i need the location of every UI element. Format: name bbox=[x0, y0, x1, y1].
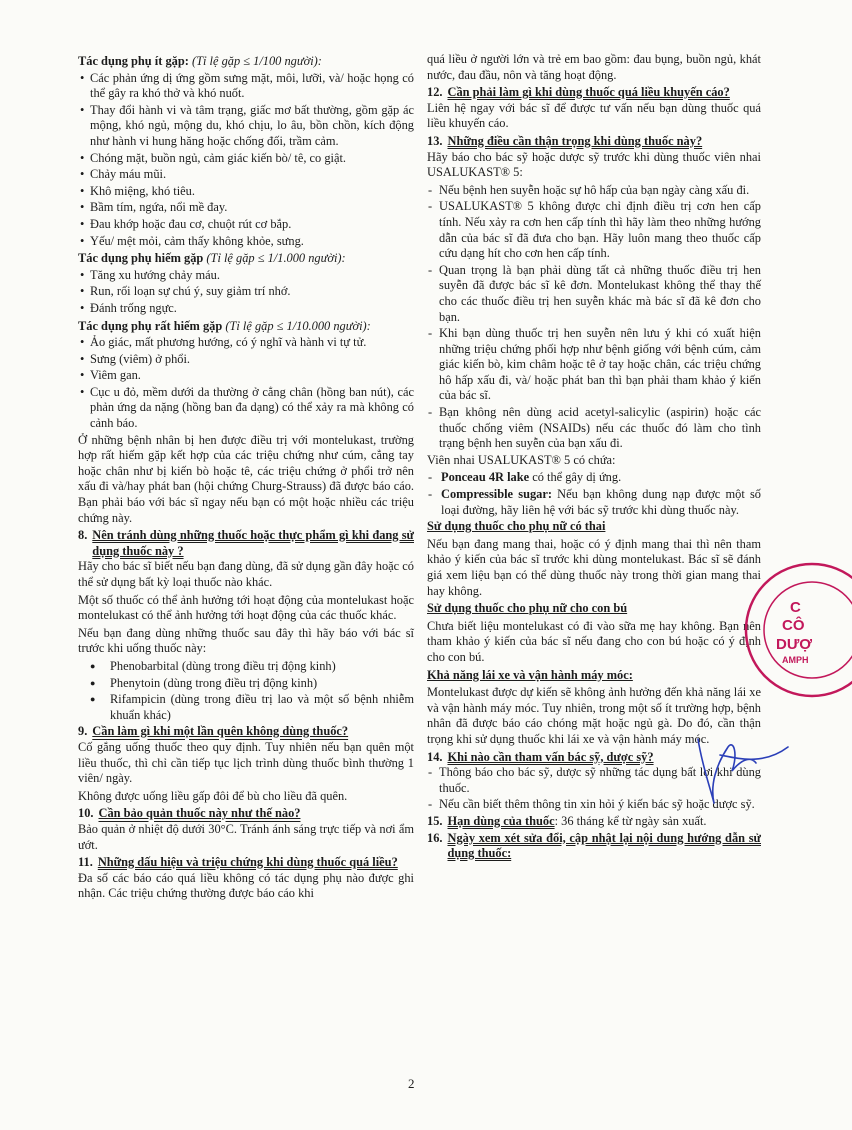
driving-heading: Khả năng lái xe và vận hành máy móc: bbox=[427, 667, 633, 682]
section-12-heading bbox=[427, 85, 761, 101]
list-item: • Thay đổi hành vi và tâm trạng, giấc mơ bất thường, gồm gặp ác mộng, khó ngủ, mộng du, khó chịu, lo âu, bồn chồn, kích động như hành vi hung hăng hoặc chống đối, trầm cảm. bbox=[78, 103, 414, 150]
list-item: - Bạn không nên dùng acid acetyl-salicylic (aspirin) hoặc các thuốc chống viêm (NSAIDs) nếu các thuốc đó làm cho tình trạng bệnh hen suyễn của bạn xấu đi. bbox=[427, 405, 761, 452]
list-item: - Thông báo cho bác sỹ, dược sỹ những tác dụng bất lợi khi dùng thuốc. bbox=[427, 765, 761, 796]
shelf-life-value: : 36 tháng kể từ ngày sản xuất. bbox=[554, 813, 707, 828]
heading-italic: (Tỉ lệ gặp ≤ 1/1.000 người): bbox=[203, 251, 346, 266]
section-number: 14. bbox=[427, 749, 443, 764]
excipient-name: Compressible sugar: bbox=[441, 487, 552, 502]
excipient-note: có thể gây dị ứng. bbox=[529, 470, 622, 485]
list-item: - Khi bạn dùng thuốc trị hen suyễn nên lưu ý khi có xuất hiện những triệu chứng phối hợp như bệnh giống với bệnh cúm, cảm giác kiến bò, kim châm hoặc tê ở tay hoặc chân, các triệu chứng hô hấp xấu đi, và/ hoặc phát ban thì bạn phải tham khảo ý kiến của bác sĩ. bbox=[427, 326, 761, 404]
stamp-text: AMPH bbox=[782, 655, 809, 665]
breastfeeding-heading: Sử dụng thuốc cho phụ nữ cho con bú bbox=[427, 601, 628, 616]
section-number: 12. bbox=[427, 85, 443, 100]
heading-bold: Tác dụng phụ rất hiếm gặp bbox=[78, 318, 223, 333]
section-title-wrap bbox=[448, 814, 707, 830]
list-item: ● Phenytoin (dùng trong điều trị động kinh) bbox=[78, 676, 414, 692]
list-item bbox=[427, 470, 761, 486]
section-title: Những dấu hiệu và triệu chứng khi dùng thuốc quá liều? bbox=[97, 855, 398, 870]
section-11-continuation: quá liều ở người lớn và trẻ em bao gồm: đau bụng, buồn ngủ, khát nước, đau đầu, nôn và tăng hoạt động. bbox=[427, 52, 761, 82]
list-item: • Viêm gan. bbox=[78, 368, 414, 384]
section-number: 13. bbox=[427, 133, 443, 148]
section-9-paragraph: Cố gắng uống thuốc theo quy định. Tuy nhiên nếu bạn quên một liều thuốc, thì chỉ cần tiếp tục lịch trình dùng thuốc bình thường 1 viên/ ngày. bbox=[78, 739, 414, 786]
list-item: ● Rifampicin (dùng trong điều trị lao và một số bệnh nhiễm khuẩn khác) bbox=[78, 692, 414, 723]
excipients-list bbox=[427, 470, 761, 518]
section-11-heading bbox=[78, 855, 414, 871]
driving-paragraph: Montelukast được dự kiến sẽ không ảnh hưởng đến khả năng lái xe và vận hành máy móc. Tuy nhiên, trong một số ít trường hợp, bệnh nhân đã được báo cáo chóng mặt hoặc ngủ gà. Do đó, cần thận trọng khi sử dụng thuốc khi lái xe và vận hành máy móc. bbox=[427, 685, 761, 746]
rare-side-effects-heading bbox=[78, 54, 414, 70]
left-column bbox=[78, 52, 414, 904]
list-item: • Bầm tím, ngứa, nổi mề đay. bbox=[78, 200, 414, 216]
list-item: • Ảo giác, mất phương hướng, có ý nghĩ và hành vi tự tử. bbox=[78, 335, 414, 351]
list-item: - Quan trọng là bạn phải dùng tất cả những thuốc điều trị hen suyễn đã được bác sĩ kê đơn. Montelukast không thể thay thế cho các thuốc điều trị hen suyễn khác mà bác sĩ đã kê đơn cho bạn. bbox=[427, 263, 761, 325]
pregnancy-paragraph: Nếu bạn đang mang thai, hoặc có ý định mang thai thì nên tham khảo ý kiến của bác sĩ trước khi dùng montelukast. Bác sĩ sẽ đánh giá xem liệu bạn có thể dùng thuốc này trong thời gian mang thai hay không. bbox=[427, 536, 761, 598]
section-16-heading bbox=[427, 831, 761, 862]
company-stamp bbox=[742, 560, 852, 700]
stamp-text: DƯỢ bbox=[776, 636, 813, 653]
section-number: 11. bbox=[78, 855, 93, 870]
signature bbox=[680, 725, 790, 815]
section-8-heading bbox=[78, 528, 414, 559]
list-item: • Chóng mặt, buồn ngủ, cảm giác kiến bò/ tê, co giật. bbox=[78, 151, 414, 167]
signature-stroke bbox=[698, 739, 788, 803]
section-title: Những điều cần thận trọng khi dùng thuốc này? bbox=[447, 133, 703, 148]
precautions-list bbox=[427, 183, 761, 452]
section-10-paragraph: Bảo quản ở nhiệt độ dưới 30°C. Tránh ánh sáng trực tiếp và nơi ẩm ướt. bbox=[78, 821, 414, 852]
pregnancy-heading: Sử dụng thuốc cho phụ nữ có thai bbox=[427, 519, 606, 534]
heading-italic: (Tỉ lệ gặp ≤ 1/100 người): bbox=[188, 54, 322, 68]
section-8-paragraph: Hãy cho bác sĩ biết nếu bạn đang dùng, đã sử dụng gần đây hoặc có thể sử dụng bất kỳ loại thuốc nào khác. bbox=[78, 559, 414, 589]
stamp-text: C bbox=[790, 599, 801, 616]
section-8-paragraph: Nếu bạn đang dùng những thuốc sau đây thì hãy báo với bác sĩ trước khi uống thuốc này: bbox=[78, 625, 414, 656]
section-13-heading bbox=[427, 134, 761, 150]
contains-intro: Viên nhai USALUKAST® 5 có chứa: bbox=[427, 452, 616, 467]
list-item: • Cục u đỏ, mềm dưới da thường ở cẳng chân (hồng ban nút), các phản ứng da nặng (hồng ban đa dạng) có thể xảy ra mà không có cảnh báo. bbox=[78, 385, 414, 432]
interacting-drugs-list bbox=[78, 659, 414, 723]
list-item bbox=[427, 487, 761, 518]
section-number: 15. bbox=[427, 813, 443, 828]
section-title: Hạn dùng của thuốc bbox=[447, 813, 555, 828]
section-15-heading bbox=[427, 814, 761, 830]
list-item: ● Phenobarbital (dùng trong điều trị động kinh) bbox=[78, 659, 414, 675]
section-title: Ngày xem xét sửa đổi, cập nhật lại nội dung hướng dẫn sử dụng thuốc: bbox=[447, 830, 761, 861]
very-rare-side-effects-list bbox=[78, 268, 414, 317]
section-title: Khi nào cần tham vấn bác sỹ, dược sỹ? bbox=[447, 749, 654, 764]
list-item: - USALUKAST® 5 không được chỉ định điều trị cơn hen cấp tính. Nếu xảy ra cơn hen cấp tính thì hãy làm theo những hướng dẫn của bác sĩ đã đưa cho bạn. Hãy luôn mang theo thuốc cấp cứu dạng hít cho cơn hen cấp tính. bbox=[427, 199, 761, 261]
section-title: Cần làm gì khi một lần quên không dùng thuốc? bbox=[92, 724, 349, 739]
section-number: 10. bbox=[78, 806, 94, 821]
section-title: Nên tránh dùng những thuốc hoặc thực phẩm gì khi đang sử dụng thuốc này ? bbox=[92, 528, 414, 558]
heading-italic: (Tỉ lệ gặp ≤ 1/10.000 người): bbox=[222, 318, 371, 333]
section-12-paragraph: Liên hệ ngay với bác sĩ để được tư vấn nếu bạn dùng thuốc quá liều khuyến cáo. bbox=[427, 100, 761, 131]
breastfeeding-paragraph: Chưa biết liệu montelukast có đi vào sữa mẹ hay không. Bạn nên tham khảo ý kiến của bác sĩ nếu đang cho con bú hoặc có ý định cho con bú. bbox=[427, 618, 761, 664]
page-number: 2 bbox=[408, 1076, 415, 1091]
section-number: 8. bbox=[78, 528, 88, 543]
list-item: • Khô miệng, khó tiêu. bbox=[78, 184, 414, 200]
stamp-text: CÔ bbox=[782, 617, 805, 634]
list-item: • Các phản ứng dị ứng gồm sưng mặt, môi, lưỡi, và/ hoặc họng có thể gây ra khó thở và khó nuốt. bbox=[78, 71, 414, 102]
extremely-rare-side-effects-heading bbox=[78, 319, 414, 335]
rare-side-effects-list bbox=[78, 71, 414, 250]
section-13-intro: Hãy báo cho bác sỹ hoặc dược sỹ trước khi dùng thuốc viên nhai USALUKAST® 5: bbox=[427, 149, 761, 180]
heading-bold: Tác dụng phụ hiếm gặp bbox=[78, 251, 204, 266]
section-8-paragraph: Một số thuốc có thể ảnh hưởng tới hoạt động của montelukast hoặc montelukast có thể ảnh hưởng tới hoạt động của các thuốc khác. bbox=[78, 592, 414, 623]
list-item: - Nếu cần biết thêm thông tin xin hỏi ý kiến bác sỹ hoặc dược sỹ. bbox=[427, 797, 761, 813]
list-item: • Đau khớp hoặc đau cơ, chuột rút cơ bắp. bbox=[78, 217, 414, 233]
list-item: • Đánh trống ngực. bbox=[78, 301, 414, 317]
heading-bold: Tác dụng phụ ít gặp: bbox=[78, 54, 189, 68]
very-rare-side-effects-heading bbox=[78, 251, 414, 267]
extremely-rare-side-effects-list bbox=[78, 335, 414, 432]
section-number: 9. bbox=[78, 724, 88, 739]
churg-strauss-paragraph: Ở những bệnh nhân bị hen được điều trị với montelukast, trường hợp rất hiếm gặp kết hợp của các triệu chứng như cúm, cẳng tay hoặc chân như bị kiến bò hoặc tê, các triệu chứng ở phổi trở nên xấu đi và/hay phát ban (hội chứng Churg-Strauss) đã được báo cáo. Bạn phải báo với bác sĩ ngay nếu bạn có một hoặc nhiều các triệu chứng này. bbox=[78, 432, 414, 525]
excipient-name: Ponceau 4R lake bbox=[441, 470, 530, 485]
section-10-heading bbox=[78, 806, 414, 822]
list-item: • Tăng xu hướng chảy máu. bbox=[78, 268, 414, 284]
list-item: • Run, rối loạn sự chú ý, suy giảm trí nhớ. bbox=[78, 284, 414, 300]
section-11-paragraph: Đa số các báo cáo quá liều không có tác dụng phụ nào được ghi nhận. Các triệu chứng thường được báo cáo khi bbox=[78, 870, 414, 901]
list-item: • Chảy máu mũi. bbox=[78, 167, 414, 183]
section-title: Cần phải làm gì khi dùng thuốc quá liều khuyến cáo? bbox=[447, 85, 730, 100]
list-item: • Sưng (viêm) ở phổi. bbox=[78, 352, 414, 368]
section-number: 16. bbox=[427, 830, 443, 845]
list-item: • Yếu/ mệt mỏi, cảm thấy không khỏe, sưng. bbox=[78, 234, 414, 250]
excipient-note: Nếu bạn không dung nạp được một số loại đường, hãy liên hệ với bác sỹ trước khi dùng thuốc này. bbox=[441, 487, 761, 517]
section-9-heading bbox=[78, 724, 414, 740]
list-item: - Nếu bệnh hen suyễn hoặc sự hô hấp của bạn ngày càng xấu đi. bbox=[427, 183, 761, 199]
section-9-paragraph: Không được uống liều gấp đôi để bù cho liều đã quên. bbox=[78, 788, 348, 803]
section-title: Cần bảo quản thuốc này như thế nào? bbox=[98, 806, 301, 821]
